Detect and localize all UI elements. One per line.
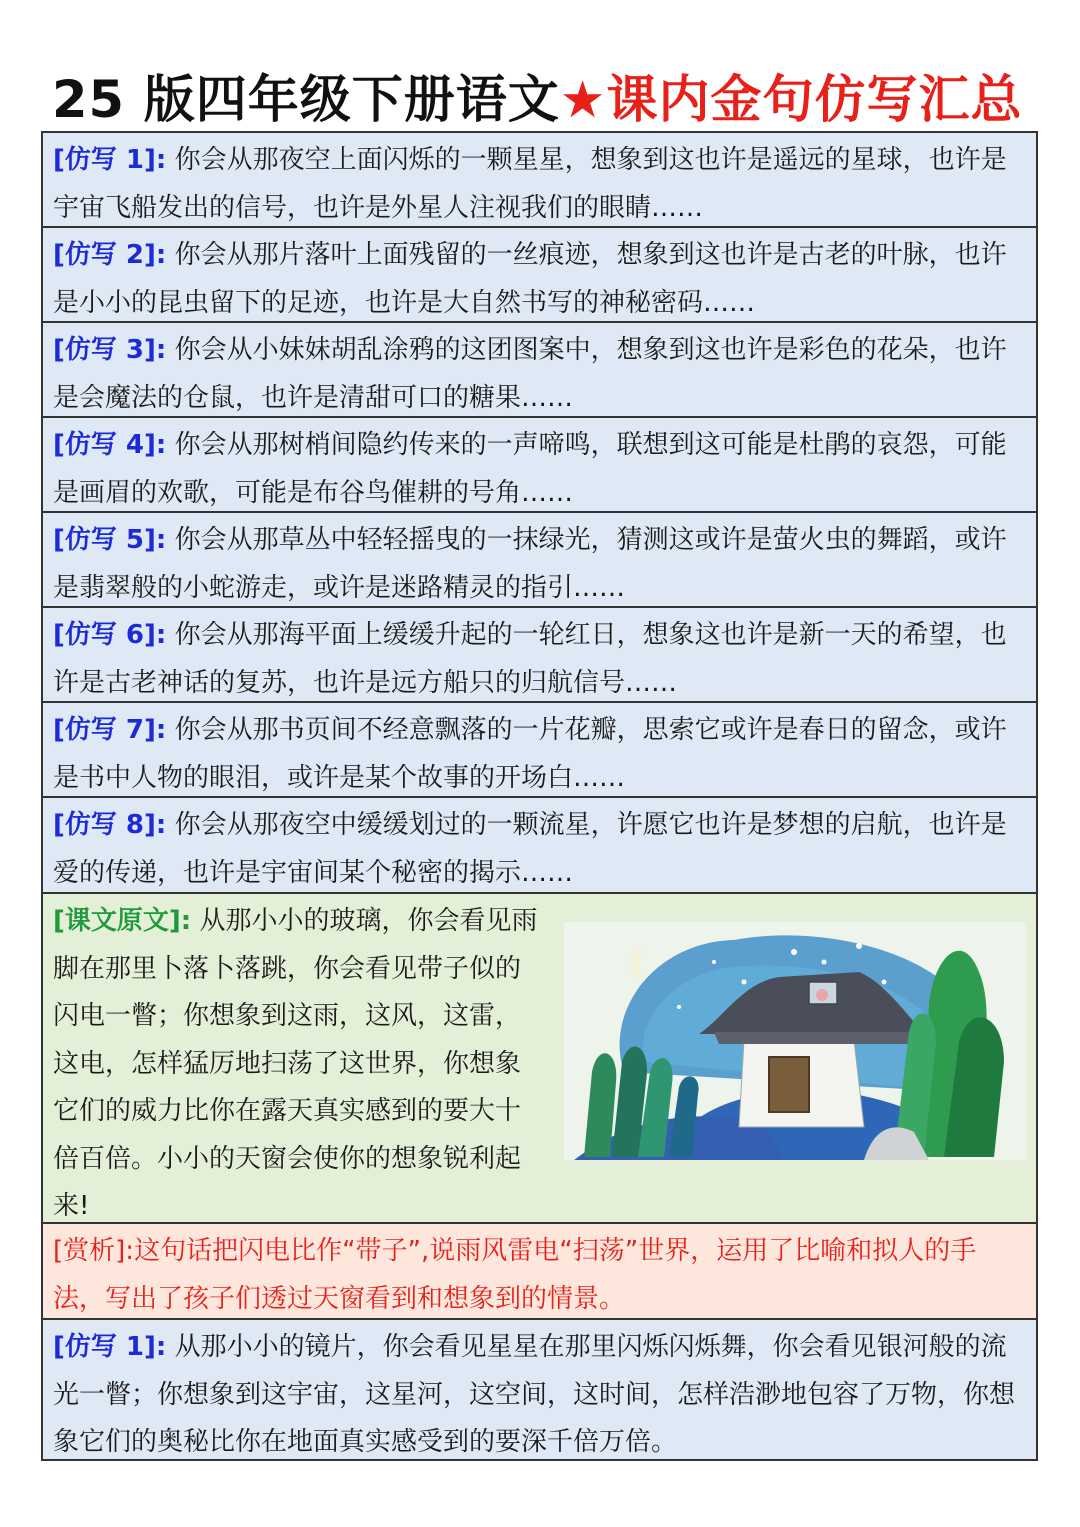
row-tag: [仿写 2]:: [53, 240, 167, 270]
row-tag: [仿写 4]:: [53, 430, 167, 460]
imitation-row-3: [43, 323, 1036, 418]
original-tag: [课文原文]:: [53, 906, 192, 936]
row-text: 你会从那夜空上面闪烁的一颗星星，想象到这也许是遥远的星球，也许是宇宙飞船发出的信号，也许是外星人注视我们的眼睛……: [53, 145, 1007, 223]
content-table: [41, 131, 1038, 1461]
skylight-house-illustration: [564, 922, 1026, 1160]
row-text: 你会从那片落叶上面残留的一丝痕迹，想象到这也许是古老的叶脉，也许是小小的昆虫留下的足迹，也许是大自然书写的神秘密码……: [53, 240, 1007, 318]
original-text-row: [43, 894, 1036, 1224]
row-text: 你会从那草丛中轻轻摇曳的一抹绿光，猜测这或许是萤火虫的舞蹈，或许是翡翠般的小蛇游走，或许是迷路精灵的指引……: [53, 525, 1007, 603]
final-imitation-row: [43, 1320, 1036, 1459]
row-tag: [仿写 3]:: [53, 335, 167, 365]
page-title: [52, 58, 1022, 128]
analysis-text: 这句话把闪电比作“带子”,说雨风雷电“扫荡”世界，运用了比喻和拟人的手法，写出了孩子们透过天窗看到和想象到的情景。: [53, 1236, 977, 1314]
row-tag: [仿写 5]:: [53, 525, 167, 555]
imitation-row-8: [43, 798, 1036, 894]
imitation-row-4: [43, 418, 1036, 513]
title-part1: 25 版四年级下册语文: [52, 71, 560, 130]
imitation-row-2: [43, 228, 1036, 323]
row-text: 你会从那夜空中缓缓划过的一颗流星，许愿它也许是梦想的启航，也许是爱的传递，也许是宇宙间某个秘密的揭示……: [53, 810, 1007, 888]
imitation-row-7: [43, 703, 1036, 798]
original-text-block: [53, 898, 540, 1222]
row-tag: [仿写 1]:: [53, 1332, 167, 1362]
row-text: 你会从那书页间不经意飘落的一片花瓣，思索它或许是春日的留念，或许是书中人物的眼泪，或许是某个故事的开场白……: [53, 715, 1007, 793]
row-text: 从那小小的镜片，你会看见星星在那里闪烁闪烁舞，你会看见银河般的流光一瞥；你想象到这宇宙，这星河，这空间，这时间，怎样浩渺地包容了万物，你想象它们的奥秘比你在地面真实感受到的要深千倍万倍。: [53, 1332, 1016, 1457]
analysis-tag: [赏析]:: [53, 1236, 135, 1266]
title-part2: 课内金句仿写汇总: [606, 71, 1023, 130]
row-tag: [仿写 7]:: [53, 715, 167, 745]
imitation-row-5: [43, 513, 1036, 608]
analysis-row: [43, 1224, 1036, 1320]
row-text: 你会从小妹妹胡乱涂鸦的这团图案中，想象到这也许是彩色的花朵，也许是会魔法的仓鼠，也许是清甜可口的糖果……: [53, 335, 1007, 413]
row-tag: [仿写 8]:: [53, 810, 167, 840]
row-text: 你会从那海平面上缓缓升起的一轮红日，想象这也许是新一天的希望，也许是古老神话的复苏，也许是远方船只的归航信号……: [53, 620, 1007, 698]
imitation-row-1: [43, 133, 1036, 228]
imitation-row-6: [43, 608, 1036, 703]
row-tag: [仿写 6]:: [53, 620, 167, 650]
row-tag: [仿写 1]:: [53, 145, 167, 175]
star-icon: ★: [559, 71, 607, 130]
original-text: 从那小小的玻璃，你会看见雨脚在那里卜落卜落跳，你会看见带子似的闪电一瞥；你想象到这雨，这风，这雷，这电，怎样猛厉地扫荡了这世界，你想象它们的威力比你在露天真实感到的要大十倍百倍。小小的天窗会使你的想象锐利起来!: [53, 906, 538, 1221]
row-text: 你会从那树梢间隐约传来的一声啼鸣，联想到这可能是杜鹃的哀怨，可能是画眉的欢歌，可能是布谷鸟催耕的号角……: [53, 430, 1007, 508]
